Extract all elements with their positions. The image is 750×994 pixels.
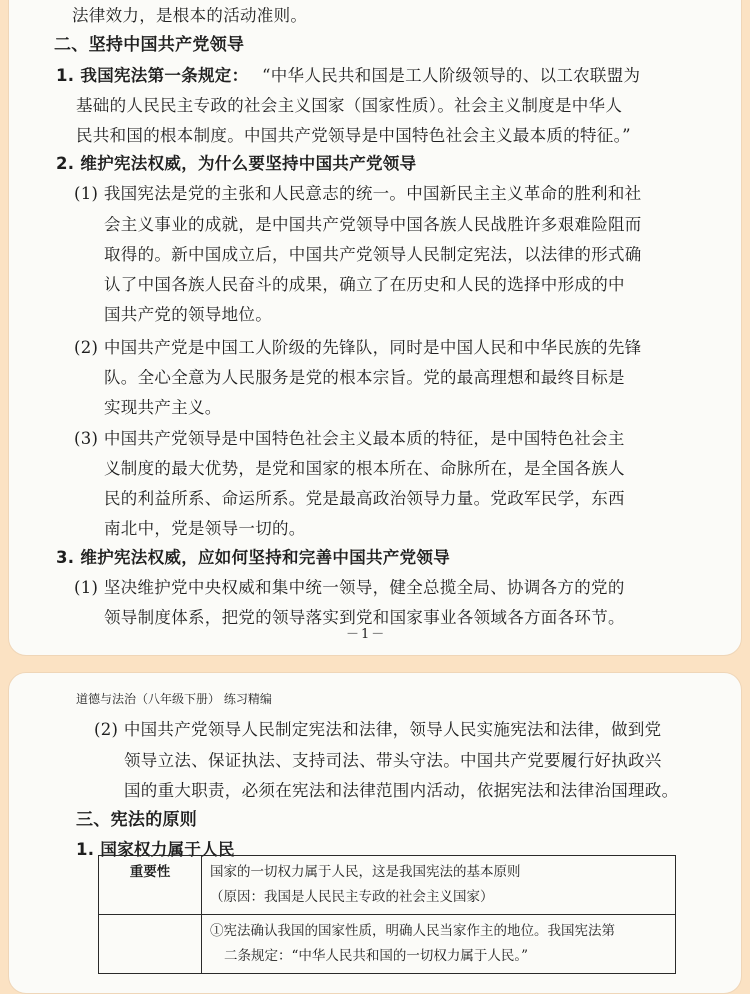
table-row <box>99 915 676 974</box>
item-heading: 2. 维护宪法权威，为什么要坚持中国共产党领导 <box>56 154 417 173</box>
table-text: ①宪法确认我国的国家性质，明确人民当家作主的地位。我国宪法第 <box>210 923 615 939</box>
table-text: 二条规定：“中华人民共和国的一切权力属于人民。” <box>224 948 529 964</box>
text-line: 领导制度体系，把党的领导落实到党和国家事业各领域各方面各环节。 <box>104 608 625 627</box>
text-line: 认了中国各族人民奋斗的成果，确立了在历史和人民的选择中形成的中 <box>104 275 625 294</box>
text-line: 基础的人民民主专政的社会主义国家（国家性质）。社会主义制度是中华人 <box>76 96 623 115</box>
text-line: (1) 坚决维护党中央权威和集中统一领导，健全总揽全局、协调各方的党的 <box>74 578 625 597</box>
text-line: 实现共产主义。 <box>104 398 222 417</box>
table-row <box>99 856 676 915</box>
text-line: 取得的。新中国成立后，中国共产党领导人民制定宪法，以法律的形式确 <box>104 245 642 264</box>
section-heading: 二、坚持中国共产党领导 <box>54 35 245 55</box>
text-line: (1) 我国宪法是党的主张和人民意志的统一。中国新民主主义革命的胜利和社 <box>74 184 642 203</box>
table-label-cell <box>99 915 202 974</box>
text-line: 民的利益所系、命运所系。党是最高政治领导力量。党政军民学，东西 <box>104 489 625 508</box>
text-line: 义制度的最大优势，是党和国家的根本所在、命脉所在，是全国各族人 <box>104 459 625 478</box>
text-line: 队。全心全意为人民服务是党的根本宗旨。党的最高理想和最终目标是 <box>104 368 625 387</box>
item-heading: 1. 我国宪法第一条规定： <box>56 66 249 85</box>
text-line: “中华人民共和国是工人阶级领导的、以工农联盟为 <box>262 66 641 85</box>
running-header: 道德与法治（八年级下册） 练习精编 <box>76 692 272 706</box>
text-line: 民共和国的根本制度。中国共产党领导是中国特色社会主义最本质的特征。” <box>76 126 631 145</box>
text-line: 国共产党的领导地位。 <box>104 305 272 324</box>
table-text: （原因：我国是人民民主专政的社会主义国家） <box>210 889 494 905</box>
table-cell <box>202 915 676 974</box>
table-text: 国家的一切权力属于人民，这是我国宪法的基本原则 <box>210 864 521 880</box>
page-number: －1－ <box>346 627 387 642</box>
item-heading: 3. 维护宪法权威，应如何坚持和完善中国共产党领导 <box>56 548 450 567</box>
table-cell <box>202 856 676 915</box>
text-line: (2) 中国共产党是中国工人阶级的先锋队，同时是中国人民和中华民族的先锋 <box>74 338 642 357</box>
text-line: 国的重大职责，必须在宪法和法律范围内活动，依据宪法和法律治国理政。 <box>124 781 679 800</box>
text-line: 领导立法、保证执法、支持司法、带头守法。中国共产党要履行好执政兴 <box>124 751 662 770</box>
text-line: 会主义事业的成就，是中国共产党领导中国各族人民战胜许多艰难险阻而 <box>104 215 642 234</box>
text-line: (2) 中国共产党领导人民制定宪法和法律，领导人民实施宪法和法律，做到党 <box>94 720 662 739</box>
text-line: 法律效力，是根本的活动准则。 <box>72 6 308 25</box>
text-line: (3) 中国共产党领导是中国特色社会主义最本质的特征，是中国特色社会主 <box>74 429 625 448</box>
section-heading: 三、宪法的原则 <box>76 810 198 830</box>
principle-table <box>98 855 676 974</box>
item-heading: 1. 国家权力属于人民 <box>76 840 235 859</box>
table-label-cell: 重要性 <box>99 856 202 915</box>
text-line: 南北中，党是领导一切的。 <box>104 519 306 538</box>
